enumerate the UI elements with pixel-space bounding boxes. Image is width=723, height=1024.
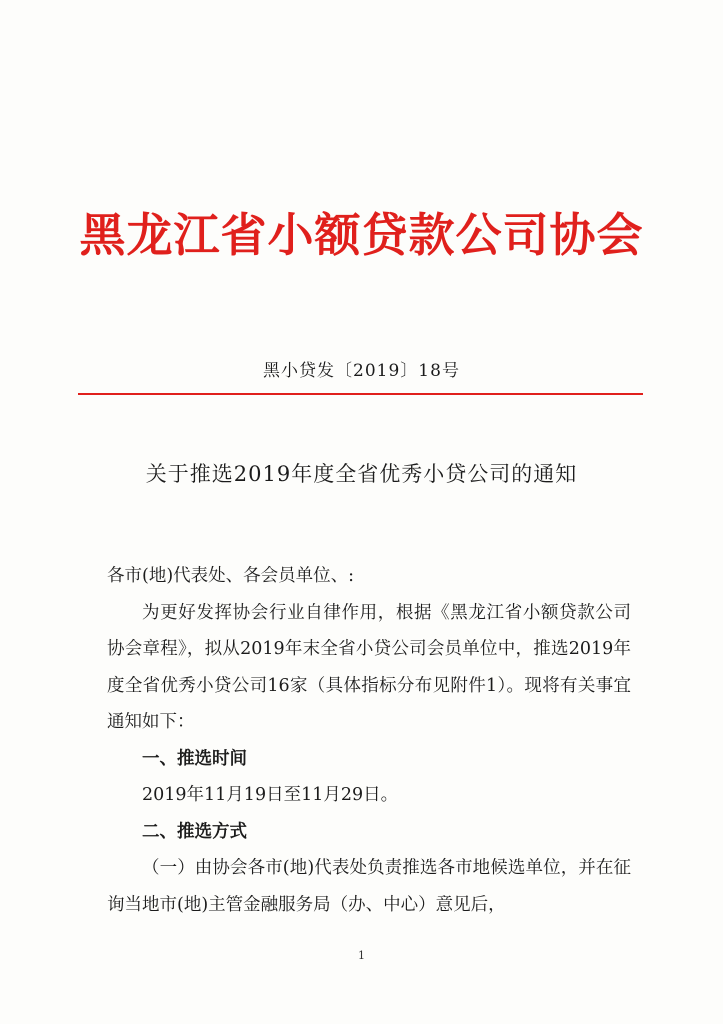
document-body bbox=[107, 558, 631, 923]
red-divider-line bbox=[78, 393, 643, 395]
notice-title: 关于推选2019年度全省优秀小贷公司的通知 bbox=[145, 462, 578, 486]
page-number: 1 bbox=[358, 949, 365, 962]
section-heading-method: 二、推选方式 bbox=[142, 821, 247, 842]
salutation: 各市(地)代表处、各会员单位、: bbox=[107, 566, 355, 586]
masthead-title: 黑龙江省小额贷款公司协会 bbox=[79, 208, 644, 262]
section-text-method: （一）由协会各市(地)代表处负责推选各市地候选单位，并在征询当地市(地)主管金融服务局（办、中心）意见后， bbox=[107, 858, 631, 915]
section-heading-time: 一、推选时间 bbox=[142, 748, 247, 769]
document-number: 黑小贷发〔2019〕18号 bbox=[263, 361, 460, 381]
section-text-time: 2019年11月19日至11月29日。 bbox=[142, 785, 399, 805]
intro-paragraph: 为更好发挥协会行业自律作用，根据《黑龙江省小额贷款公司协会章程》，拟从2019年末全省小贷公司会员单位中，推选2019年度全省优秀小贷公司16家（具体指标分布见附件1）。现将有关事宜通知如下： bbox=[107, 602, 631, 732]
